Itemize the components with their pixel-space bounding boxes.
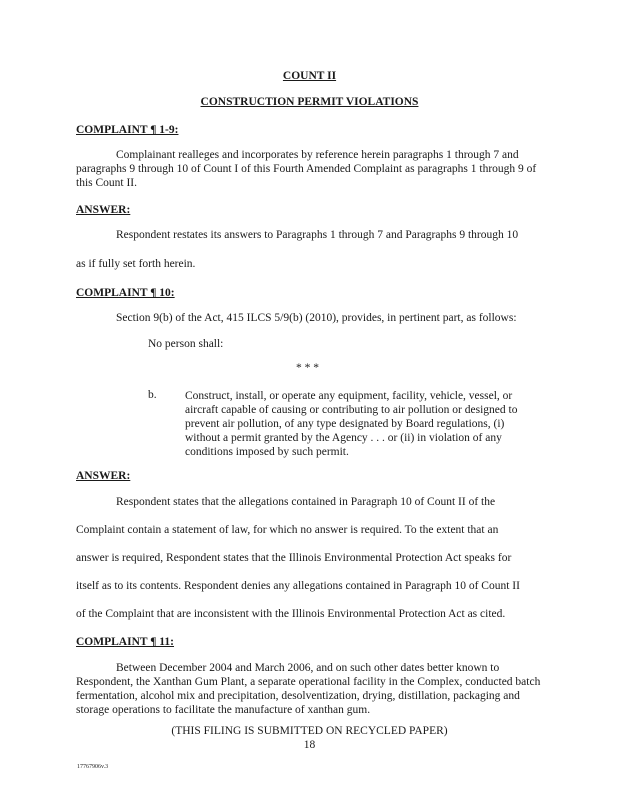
item-b-text: Construct, install, or operate any equipment, facility, vehicle, vessel, or aircraft capable of causing or contributing to air pollution or designed to prevent air pollution, of any type designated by Board regulations, (i) without a permit granted by the Agency . . . or (ii) in violation of any conditions imposed by such permit. [185, 390, 518, 458]
complaint-10-intro: Section 9(b) of the Act, 415 ILCS 5/9(b) (2010), provides, in pertinent part, as follows: [116, 312, 517, 324]
answer-2-line1: Respondent states that the allegations contained in Paragraph 10 of Count II of the [116, 496, 496, 508]
answer-1-line2: as if fully set forth herein. [76, 258, 196, 270]
section-title: CONSTRUCTION PERMIT VIOLATIONS [200, 96, 419, 108]
answer-2-line4: itself as to its contents. Respondent denies any allegations contained in Paragraph 10 of Count II [76, 580, 520, 592]
answer-2-line5: of the Complaint that are inconsistent with the Illinois Environmental Protection Act as cited. [76, 608, 506, 620]
item-b-label: b. [148, 389, 157, 401]
answer-1-line1: Respondent restates its answers to Paragraphs 1 through 7 and Paragraphs 9 through 10 [116, 229, 519, 241]
answer-1-heading: ANSWER: [76, 204, 131, 216]
page-number: 18 [303, 739, 316, 751]
complaint-1-9-text: Complainant realleges and incorporates by reference herein paragraphs 1 through 7 and paragraphs 9 through 10 of Count I of this Fourth Amended Complaint as paragraphs 1 through 9 of this Count II. [76, 149, 537, 189]
complaint-11-heading: COMPLAINT ¶ 11: [76, 636, 175, 648]
complaint-11-text: Between December 2004 and March 2006, and on such other dates better known to Respondent, the Xanthan Gum Plant, a separate operational facility in the Complex, conducted batch fermentation, alcohol mix and precipitation, desolventization, drying, distillation, packaging and storage operations to facilitate the manufacture of xanthan gum. [76, 662, 541, 716]
complaint-1-9-heading: COMPLAINT ¶ 1-9: [76, 124, 179, 136]
answer-2-line3: answer is required, Respondent states that the Illinois Environmental Protection Act speaks for [76, 552, 512, 564]
ellipsis-stars: * * * [296, 362, 319, 374]
answer-2-heading: ANSWER: [76, 470, 131, 482]
no-person-shall: No person shall: [148, 338, 224, 350]
answer-2-line2: Complaint contain a statement of law, for which no answer is required. To the extent that an [76, 524, 499, 536]
count-title: COUNT II [282, 70, 337, 82]
document-id: 17767906v.3 [77, 764, 109, 770]
complaint-10-heading: COMPLAINT ¶ 10: [76, 287, 175, 299]
recycled-paper-notice: (THIS FILING IS SUBMITTED ON RECYCLED PAPER) [171, 725, 448, 737]
